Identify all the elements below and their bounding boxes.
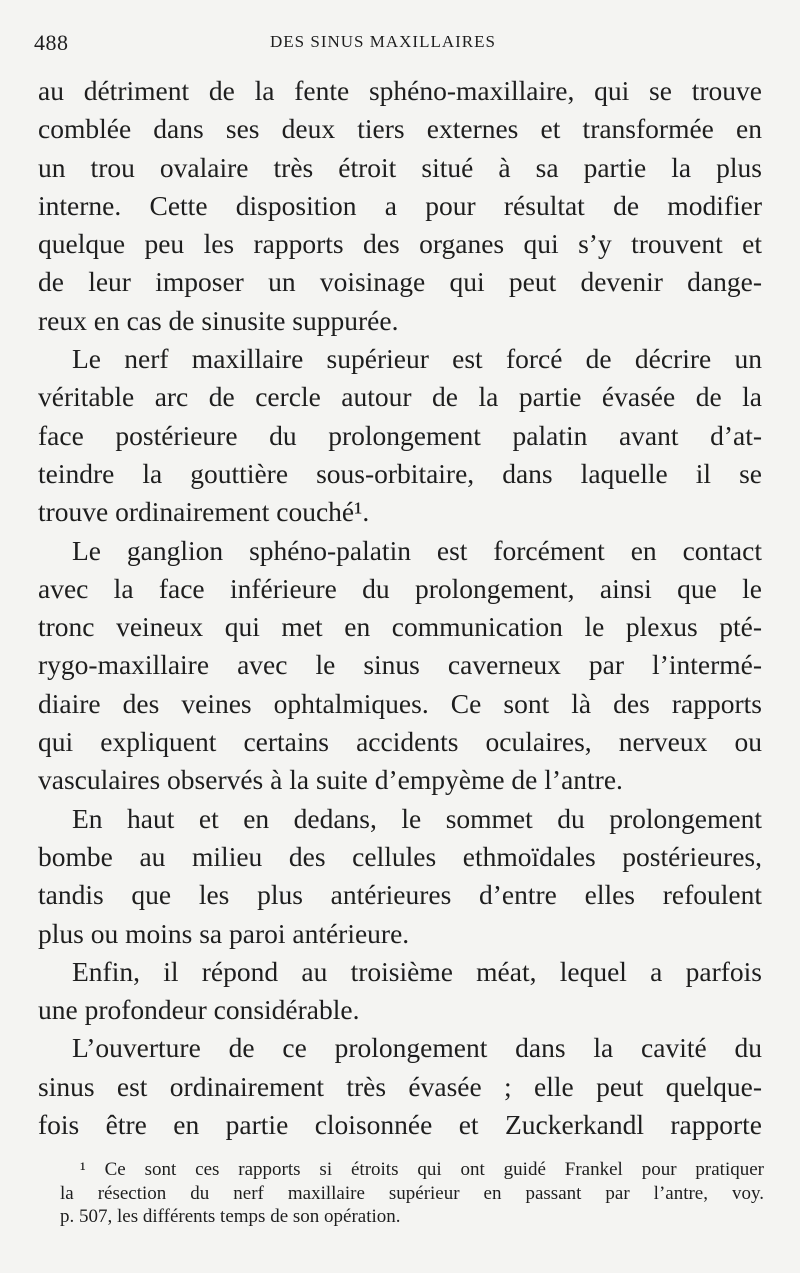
- footnotes: [60, 1158, 764, 1229]
- text-line: rygo-maxillaire avec le sinus caverneux par l’intermé-: [38, 649, 762, 681]
- paragraph-first-line: Le nerf maxillaire supérieur est forcé de décrire un: [72, 343, 762, 375]
- paragraph-first-line: L’ouverture de ce prolongement dans la cavité du: [72, 1032, 762, 1064]
- text-line: sinus est ordinairement très évasée ; elle peut quelque-: [38, 1070, 762, 1102]
- text-line: vasculaires observés à la suite d’empyème de l’antre.: [38, 764, 623, 796]
- text-line: diaire des veines ophtalmiques. Ce sont là des rapports: [38, 687, 762, 719]
- text-line: tronc veineux qui met en communication le plexus pté-: [38, 611, 762, 643]
- footnote-line: p. 507, les différents temps de son opération.: [60, 1206, 401, 1227]
- text-line: comblée dans ses deux tiers externes et transformée en: [38, 113, 762, 145]
- text-line: face postérieure du prolongement palatin avant d’at-: [38, 419, 762, 451]
- running-header: [34, 30, 534, 60]
- text-line: quelque peu les rapports des organes qui s’y trouvent et: [38, 228, 762, 260]
- text-line: fois être en partie cloisonnée et Zuckerkandl rapporte: [38, 1109, 762, 1141]
- body-text: [38, 72, 762, 1144]
- text-line: tandis que les plus antérieures d’entre elles refoulent: [38, 879, 762, 911]
- footnote-line: ¹ Ce sont ces rapports si étroits qui ont guidé Frankel pour pratiquer: [80, 1159, 764, 1180]
- paragraph-first-line: Le ganglion sphéno-palatin est forcément en contact: [72, 534, 762, 566]
- text-line: trouve ordinairement couché¹.: [38, 496, 370, 528]
- text-line: de leur imposer un voisinage qui peut devenir dange-: [38, 266, 762, 298]
- footnote-line: la résection du nerf maxillaire supérieur en passant par l’antre, voy.: [60, 1182, 764, 1204]
- text-line: qui expliquent certains accidents oculaires, nerveux ou: [38, 726, 762, 758]
- text-line: reux en cas de sinusite suppurée.: [38, 304, 399, 336]
- text-line: plus ou moins sa paroi antérieure.: [38, 917, 410, 949]
- text-line: avec la face inférieure du prolongement, ainsi que le: [38, 572, 762, 604]
- text-line: bombe au milieu des cellules ethmoïdales postérieures,: [38, 840, 762, 872]
- text-line: au détriment de la fente sphéno-maxillaire, qui se trouve: [38, 75, 762, 106]
- text-line: interne. Cette disposition a pour résultat de modifier: [38, 189, 762, 221]
- page-number: 488: [34, 30, 69, 55]
- text-line: une profondeur considérable.: [38, 994, 360, 1026]
- text-line: teindre la gouttière sous-orbitaire, dans laquelle il se: [38, 457, 762, 489]
- text-line: véritable arc de cercle autour de la partie évasée de la: [38, 381, 762, 413]
- running-title: DES SINUS MAXILLAIRES: [270, 32, 496, 51]
- text-line: un trou ovalaire très étroit situé à sa partie la plus: [38, 151, 762, 183]
- paragraph-first-line: En haut et en dedans, le sommet du prolongement: [72, 802, 762, 834]
- paragraph-first-line: Enfin, il répond au troisième méat, lequel a parfois: [72, 955, 762, 987]
